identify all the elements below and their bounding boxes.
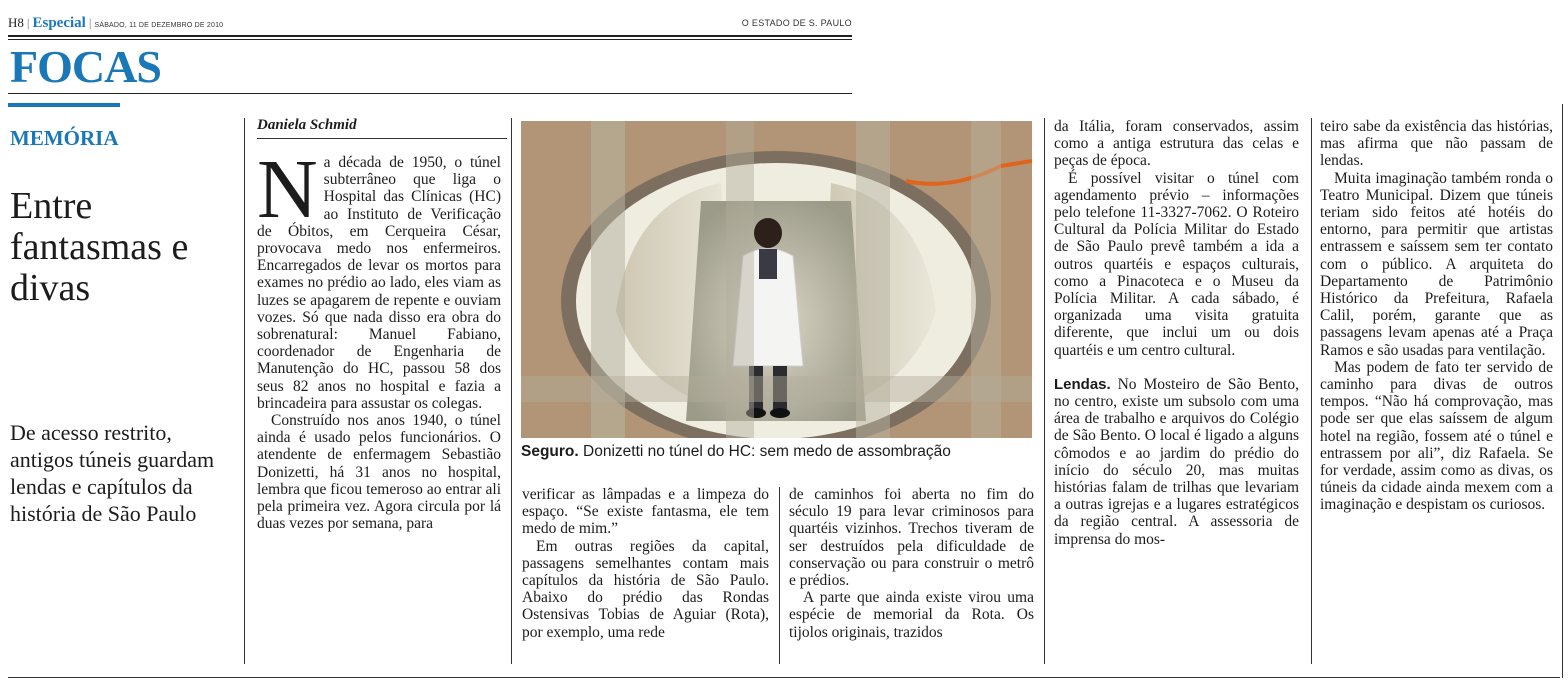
caption-lead: Seguro. [521, 443, 579, 460]
photo-tunnel-worker [521, 121, 1032, 438]
paragraph: Construído nos anos 1940, o túnel ainda é usado pelos funcionários. O atendente de enfermagem Sebastião Donizetti, há 31 anos no hospital, lembra que ficou temeroso ao entrar ali pela primeira vez. Agora circula por lá duas vezes por semana, para [257, 412, 501, 533]
subhead-lead: Lendas. [1054, 375, 1111, 393]
paragraph: de caminhos foi aberta no fim do século 19 para levar criminosos para quartéis vizinhos. Trechos tiveram de ser destruídos pela dificuldade de conservação ou para construir o metrô e prédios. [789, 486, 1034, 590]
header-rule [8, 35, 852, 37]
header-separator: | [26, 15, 30, 30]
article-column-2 [522, 486, 769, 641]
byline: Daniela Schmid [257, 117, 357, 133]
header-rule-thin [8, 39, 852, 40]
paragraph [1054, 376, 1299, 548]
section-kicker: MEMÓRIA [10, 126, 119, 150]
column-divider [779, 487, 780, 664]
column-divider [1311, 118, 1312, 664]
page-number: H8 [8, 15, 24, 30]
drop-cap: N [257, 143, 318, 236]
caption-text: Donizetti no túnel do HC: sem medo de assombração [578, 443, 951, 460]
article-photo [521, 121, 1032, 438]
edition-date: SÁBADO, 11 DE DEZEMBRO DE 2010 [94, 22, 224, 29]
article-column-3 [789, 486, 1034, 641]
column-divider [511, 118, 512, 664]
paragraph: verificar as lâmpadas e a limpeza do espaço. “Se existe fantasma, ele tem medo de mim.” [522, 486, 769, 538]
article-column-5 [1320, 118, 1553, 514]
paragraph: Em outras regiões da capital, passagens semelhantes contam mais capítulos da história de São Paulo. Abaixo do prédio das Rondas Ostensivas Tobias de Aguiar (Rota), por exemplo, uma rede [522, 537, 769, 641]
page-header [8, 14, 852, 34]
article-deck: De acesso restrito, antigos túneis guardam lendas e capítulos da história de São Paulo [10, 420, 215, 526]
title-rule [8, 93, 852, 94]
title-accent-bar [8, 103, 120, 107]
column-divider [1044, 118, 1045, 664]
paragraph: Mas podem de fato ter servido de caminho para divas de outros tempos. “Não há comprovação, mas pode ser que elas saíssem de algum hotel na região, fossem até o túnel e entrassem por ali”, diz Rafaela. Se for verdade, assim como as divas, os túneis da cidade ainda mexem com a imaginação e despistam os curiosos. [1320, 358, 1553, 514]
column-divider [1562, 104, 1563, 678]
paragraph-text: a década de 1950, o túnel subterrâneo que liga o Hospital das Clínicas (HC) ao Instituto de Verificação de Óbitos, em Cerqueira César, provocava medo nos enfermeiros. Encarregados de levar os mortos para exames no prédio ao lado, eles viam as luzes se apagarem de repente e ouviam vozes. Só que nada disso era obra do sobrenatural: Manuel Fabiano, coordenador de Engenharia de Manutenção do HC, passou 58 dos seus 82 anos no hospital e fazia a brincadeira para assustar os colegas. [257, 154, 501, 412]
photo-caption [521, 443, 1041, 461]
paragraph-text: No Mosteiro de São Bento, no centro, existe um subsolo com uma área de trabalho e arquivos do Colégio de São Bento. O local é ligado a alguns cômodos e ao jardim do prédio do início do século 20, mas muitas histórias falam de trilhas que levariam a outras igrejas e a lugares estratégicos da região central. A assessoria de imprensa do mos- [1054, 375, 1299, 548]
paragraph: É possível visitar o túnel com agendamento prévio – informações pelo telefone 11-3327-7062. O Roteiro Cultural da Polícia Militar do Estado de São Paulo prevê também a ida a outros quartéis e espaços culturais, como a Pinacoteca e o Museu da Polícia Militar. A cada sábado, é organizada uma visita gratuita diferente, que inclui um ou dois quartéis e um centro cultural. [1054, 169, 1299, 359]
paragraph: da Itália, foram conservados, assim como a antiga estrutura das celas e peças de época. [1054, 118, 1299, 170]
header-separator: | [88, 15, 92, 30]
newspaper-name: O ESTADO DE S. PAULO [741, 18, 852, 28]
article-column-1 [257, 143, 501, 533]
article-headline: Entre fantasmas e divas [10, 185, 189, 309]
byline-rule [257, 138, 507, 139]
paragraph [257, 143, 501, 412]
article-column-4 [1054, 118, 1299, 548]
page-bottom-rule [8, 677, 1560, 678]
column-divider [244, 118, 245, 664]
paragraph: teiro sabe da existência das histórias, mas afirma que não passam de lendas. [1320, 118, 1553, 170]
paragraph: A parte que ainda existe virou uma espécie de memorial da Rota. Os tijolos originais, trazidos [789, 589, 1034, 641]
section-name: Especial [32, 15, 86, 31]
paragraph: Muita imaginação também ronda o Teatro Municipal. Dizem que túneis teriam sido feitos até hotéis do entorno, para permitir que artistas entrassem e saíssem sem ter contato com o público. A arquiteta do Departamento de Patrimônio Histórico da Prefeitura, Rafaela Calil, porém, garante que as passagens levam apenas até a Praça Ramos e são usadas para ventilação. [1320, 169, 1553, 359]
column-title: FOCAS [10, 41, 161, 92]
